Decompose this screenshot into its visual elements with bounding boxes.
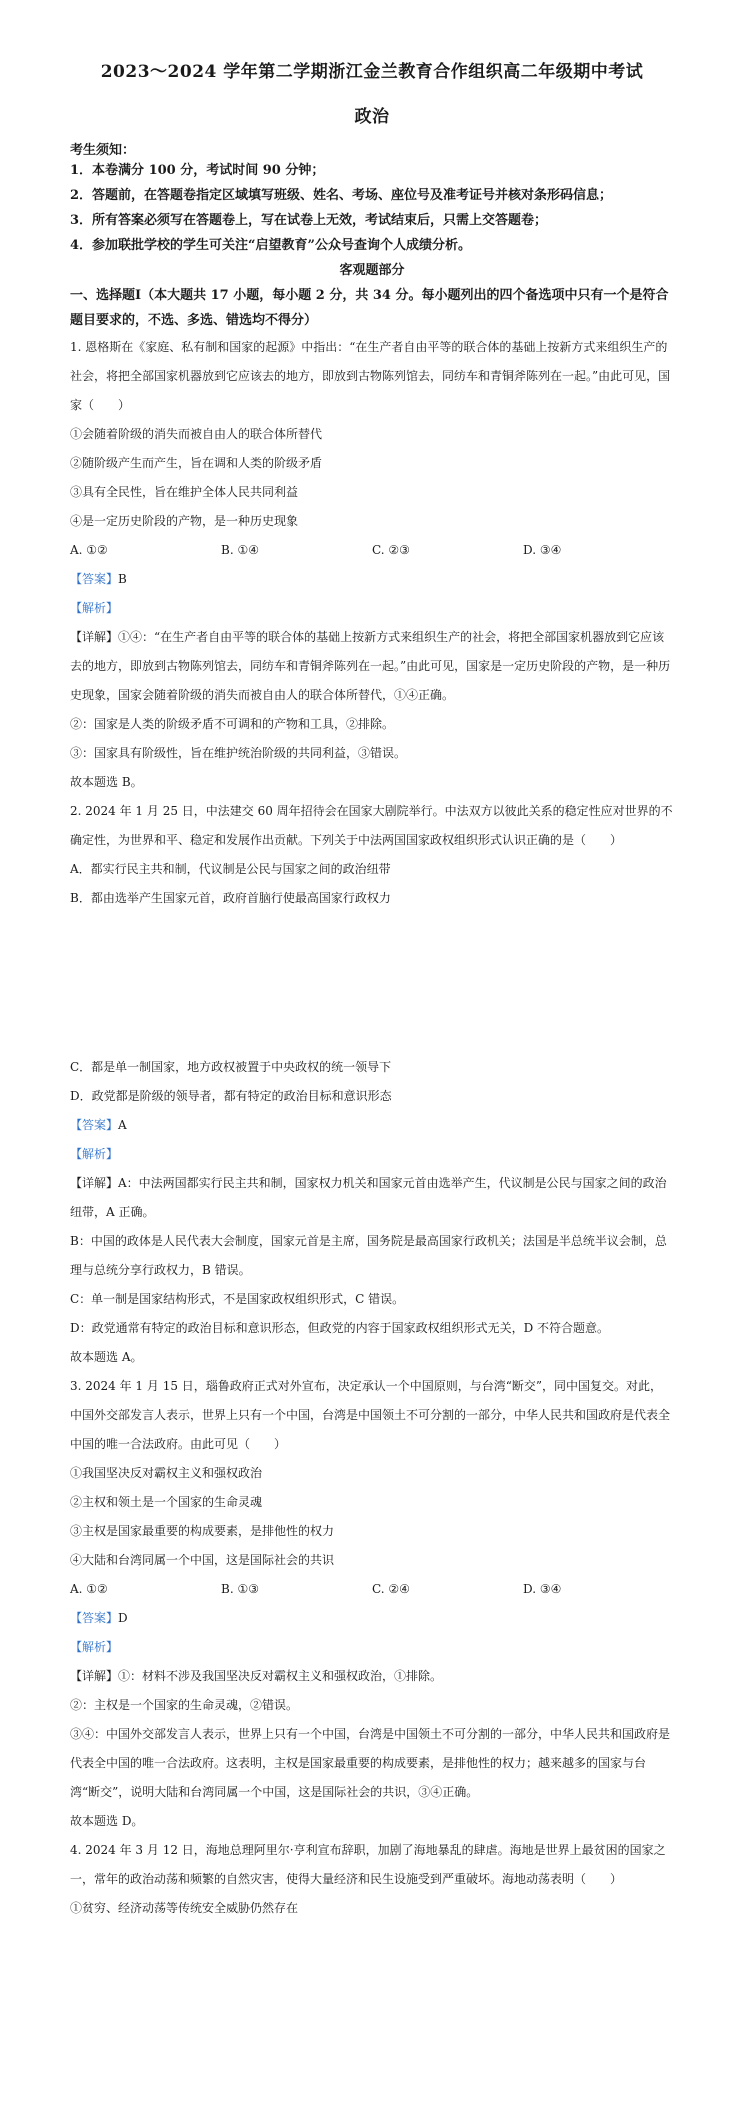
- answer-line: [70, 1604, 674, 1633]
- question-1: [70, 333, 674, 797]
- answer-label: 【答案】: [70, 1118, 119, 1132]
- answer-choices: [70, 1575, 674, 1604]
- question-option: B．都由选举产生国家元首，政府首脑行使最高国家行政权力: [70, 891, 391, 905]
- answer-value: B: [118, 572, 127, 586]
- answer-line: [70, 565, 674, 594]
- question-option: ③主权是国家最重要的构成要素，是排他性的权力: [70, 1524, 335, 1538]
- exam-subject: 政治: [354, 107, 390, 127]
- detail-paragraph: D：政党通常有特定的政治目标和意识形态，但政党的内容于国家政权组织形式无关，D 不符合题意。: [70, 1321, 610, 1335]
- detail-paragraph: B：中国的政体是人民代表大会制度，国家元首是主席，国务院是最高国家行政机关；法国是半总统半议会制，总理与总统分享行政权力，B 错误。: [70, 1234, 667, 1277]
- answer-value: D: [118, 1611, 128, 1625]
- question-option: ③具有全民性，旨在维护全体人民共同利益: [70, 485, 299, 499]
- question-stem: 2. 2024 年 1 月 25 日，中法建交 60 周年招待会在国家大剧院举行。中法双方以彼此关系的稳定性应对世界的不确定性，为世界和平、稳定和发展作出贡献。下列关于中法两国国家政权组织形式认识正确的是（ ）: [70, 804, 673, 847]
- question-stem: 1. 恩格斯在《家庭、私有制和国家的起源》中指出：“在生产者自由平等的联合体的基础上按新方式来组织生产的社会，将把全部国家机器放到它应该去的地方，即放到古物陈列馆去，同纺车和青铜斧陈列在一起。”由此可见，国家（ ）: [70, 340, 671, 412]
- notice-block: [70, 139, 674, 258]
- analysis-label: 【解析】: [70, 601, 119, 615]
- question-stem: 4. 2024 年 3 月 12 日，海地总理阿里尔·亨利宣布辞职，加剧了海地暴乱的肆虐。海地是世界上最贫困的国家之一，常年的政治动荡和频繁的自然灾害，使得大量经济和民生设施受到严重破坏。海地动荡表明（ ）: [70, 1843, 666, 1886]
- choice-c: C. ②④: [372, 1582, 410, 1596]
- question-3: [70, 1372, 674, 1836]
- blank-space: [70, 913, 674, 1053]
- choice-b: B. ①④: [221, 543, 259, 557]
- question-option: ①贫穷、经济动荡等传统安全威胁仍然存在: [70, 1901, 299, 1915]
- notice-item: 2．答题前，在答题卷指定区域填写班级、姓名、考场、座位号及准考证号并核对条形码信息；: [70, 188, 613, 203]
- detail-paragraph: C：单一制是国家结构形式，不是国家政权组织形式，C 错误。: [70, 1292, 405, 1306]
- choice-a: A. ①②: [70, 543, 108, 557]
- choice-a: A. ①②: [70, 1582, 108, 1596]
- question-option: ①我国坚决反对霸权主义和强权政治: [70, 1466, 263, 1480]
- notice-item: 1．本卷满分 100 分，考试时间 90 分钟；: [70, 163, 325, 178]
- analysis-label: 【解析】: [70, 1640, 119, 1654]
- answer-label: 【答案】: [70, 1611, 119, 1625]
- detail-paragraph: 故本题选 B。: [70, 775, 143, 789]
- detail-paragraph: ②：主权是一个国家的生命灵魂，②错误。: [70, 1698, 299, 1712]
- answer-label: 【答案】: [70, 572, 119, 586]
- detail-paragraph: ②：国家是人类的阶级矛盾不可调和的产物和工具，②排除。: [70, 717, 395, 731]
- question-option: ②随阶级产生而产生，旨在调和人类的阶级矛盾: [70, 456, 323, 470]
- detail-paragraph: 故本题选 A。: [70, 1350, 143, 1364]
- detail-paragraph: ③④：中国外交部发言人表示，世界上只有一个中国，台湾是中国领土不可分割的一部分，中华人民共和国政府是代表全中国的唯一合法政府。这表明，主权是国家最重要的构成要素，是排他性的权力；越来越多的国家与台湾“断交”，说明大陆和台湾同属一个中国，这是国际社会的共识，③④正确。: [70, 1727, 671, 1799]
- analysis-label: 【解析】: [70, 1147, 119, 1161]
- question-2: [70, 797, 674, 1372]
- detail-paragraph: 【详解】①④：“在生产者自由平等的联合体的基础上按新方式来组织生产的社会，将把全部国家机器放到它应该去的地方，即放到古物陈列馆去，同纺车和青铜斧陈列在一起。”由此可见，国家是一定历史阶段的产物，是一种历史现象，国家会随着阶级的消失而被自由人的联合体所替代，①④正确。: [70, 630, 671, 702]
- question-option: ④大陆和台湾同属一个中国，这是国际社会的共识: [70, 1553, 335, 1567]
- question-stem: 3. 2024 年 1 月 15 日，瑙鲁政府正式对外宣布，决定承认一个中国原则，与台湾“断交”，同中国复交。对此，中国外交部发言人表示，世界上只有一个中国，台湾是中国领土不可分割的一部分，中华人民共和国政府是代表全中国的唯一合法政府。由此可见（ ）: [70, 1379, 671, 1451]
- notice-item: 3．所有答案必须写在答题卷上，写在试卷上无效，考试结束后，只需上交答题卷；: [70, 213, 548, 228]
- question-option: ②主权和领土是一个国家的生命灵魂: [70, 1495, 263, 1509]
- question-option: D．政党都是阶级的领导者，都有特定的政治目标和意识形态: [70, 1089, 392, 1103]
- question-option: ①会随着阶级的消失而被自由人的联合体所替代: [70, 427, 323, 441]
- exam-title: 2023～2024 学年第二学期浙江金兰教育合作组织高二年级期中考试: [100, 62, 644, 82]
- detail-paragraph: 【详解】①：材料不涉及我国坚决反对霸权主义和强权政治，①排除。: [70, 1669, 443, 1683]
- section-instruction: 一、选择题Ⅰ（本大题共 17 小题，每小题 2 分，共 34 分。每小题列出的四个备选项中只有一个是符合题目要求的，不选、多选、错选均不得分）: [70, 288, 669, 328]
- choice-d: D. ③④: [523, 543, 562, 557]
- question-4: [70, 1836, 674, 1923]
- choice-c: C. ②③: [372, 543, 410, 557]
- question-option: C．都是单一制国家，地方政权被置于中央政权的统一领导下: [70, 1060, 392, 1074]
- answer-line: [70, 1111, 674, 1140]
- answer-choices: [70, 536, 674, 565]
- question-option: A．都实行民主共和制，代议制是公民与国家之间的政治纽带: [70, 862, 391, 876]
- detail-paragraph: 故本题选 D。: [70, 1814, 144, 1828]
- notice-item: 4．参加联批学校的学生可关注“启望教育”公众号查询个人成绩分析。: [70, 238, 472, 253]
- detail-paragraph: ③：国家具有阶级性，旨在维护统治阶级的共同利益，③错误。: [70, 746, 407, 760]
- choice-d: D. ③④: [523, 1582, 562, 1596]
- detail-paragraph: 【详解】A：中法两国都实行民主共和制，国家权力机关和国家元首由选举产生，代议制是公民与国家之间的政治纽带，A 正确。: [70, 1176, 667, 1219]
- question-option: ④是一定历史阶段的产物，是一种历史现象: [70, 514, 299, 528]
- section-title: 客观题部分: [339, 263, 405, 278]
- choice-b: B. ①③: [221, 1582, 259, 1596]
- notice-heading: 考生须知：: [70, 143, 136, 158]
- answer-value: A: [118, 1118, 127, 1132]
